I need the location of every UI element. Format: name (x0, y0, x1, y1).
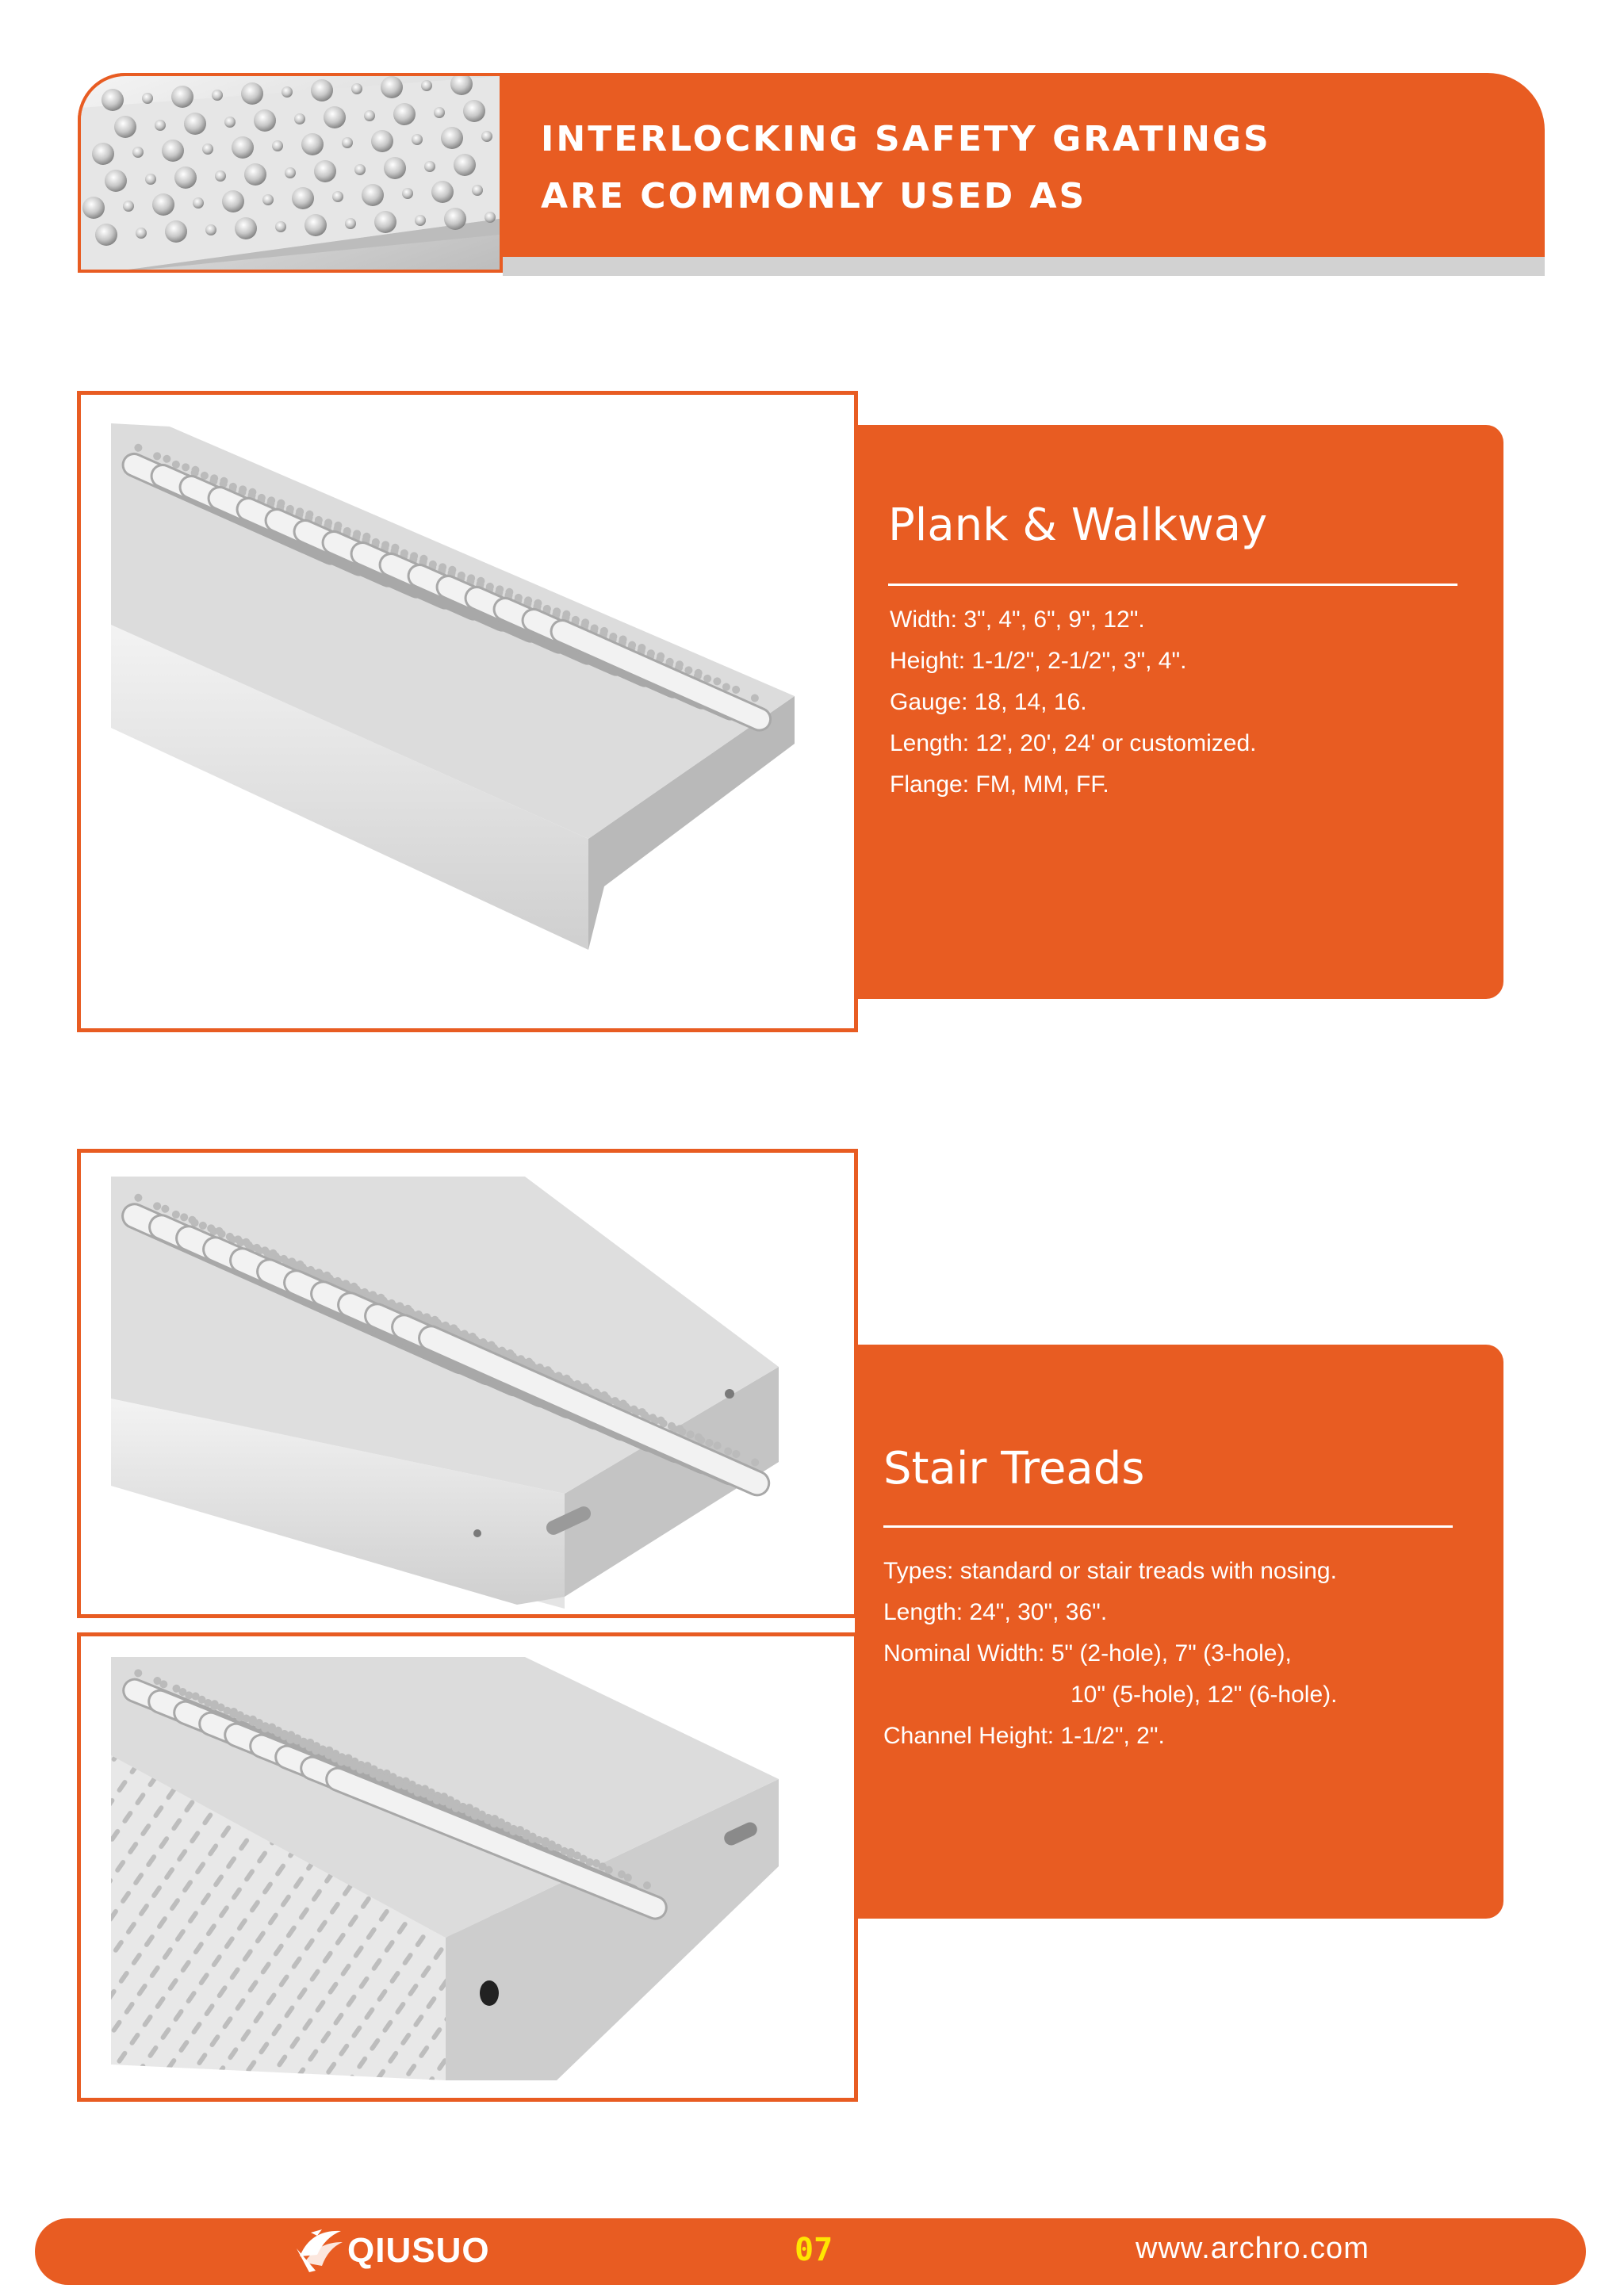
spec-length: Length: 24", 30", 36". (883, 1599, 1108, 1625)
plank-walkway-photo (77, 391, 858, 1032)
spec-flange: Flange: FM, MM, FF. (890, 771, 1109, 798)
page-number: 07 (795, 2232, 833, 2268)
plank-walkway-divider (888, 584, 1457, 586)
spec-nominal-width: Nominal Width: 5" (2-hole), 7" (3-hole), (883, 1640, 1292, 1667)
plank-walkway-title: Plank & Walkway (888, 499, 1268, 551)
page-title-line-2: ARE COMMONLY USED AS (541, 176, 1087, 216)
spec-length: Length: 12', 20', 24' or customized. (890, 730, 1257, 756)
spec-width: Width: 3", 4", 6", 9", 12". (890, 607, 1145, 633)
perforated-plate-illustration (81, 76, 500, 270)
spec-height: Height: 1-1/2", 2-1/2", 3", 4". (890, 648, 1187, 674)
footer-brand: QIUSUO (347, 2231, 490, 2270)
stair-tread-standard-illustration (81, 1153, 854, 1614)
spec-nominal-width-cont: 10" (5-hole), 12" (6-hole). (1071, 1682, 1338, 1708)
page-title-line-1: INTERLOCKING SAFETY GRATINGS (541, 119, 1271, 159)
stair-treads-divider (883, 1525, 1453, 1528)
stair-treads-specs (883, 1551, 1337, 1757)
spec-channel-height: Channel Height: 1-1/2", 2". (883, 1723, 1165, 1749)
stair-treads-title: Stair Treads (883, 1443, 1145, 1494)
stair-tread-photo-nosing (77, 1632, 858, 2102)
stair-tread-nosing-illustration (81, 1636, 854, 2098)
spec-gauge: Gauge: 18, 14, 16. (890, 689, 1087, 715)
footer-website-link[interactable]: www.archro.com (1136, 2232, 1369, 2265)
stair-tread-photo-standard (77, 1149, 858, 1618)
header-thumbnail-image (78, 73, 503, 273)
qiusuo-logo-icon (293, 2225, 349, 2279)
page-title (541, 111, 1271, 225)
header-underline (503, 257, 1545, 276)
spec-types: Types: standard or stair treads with nosing. (883, 1558, 1337, 1584)
plank-walkway-specs (890, 599, 1256, 806)
plank-grating-illustration (81, 395, 854, 1028)
